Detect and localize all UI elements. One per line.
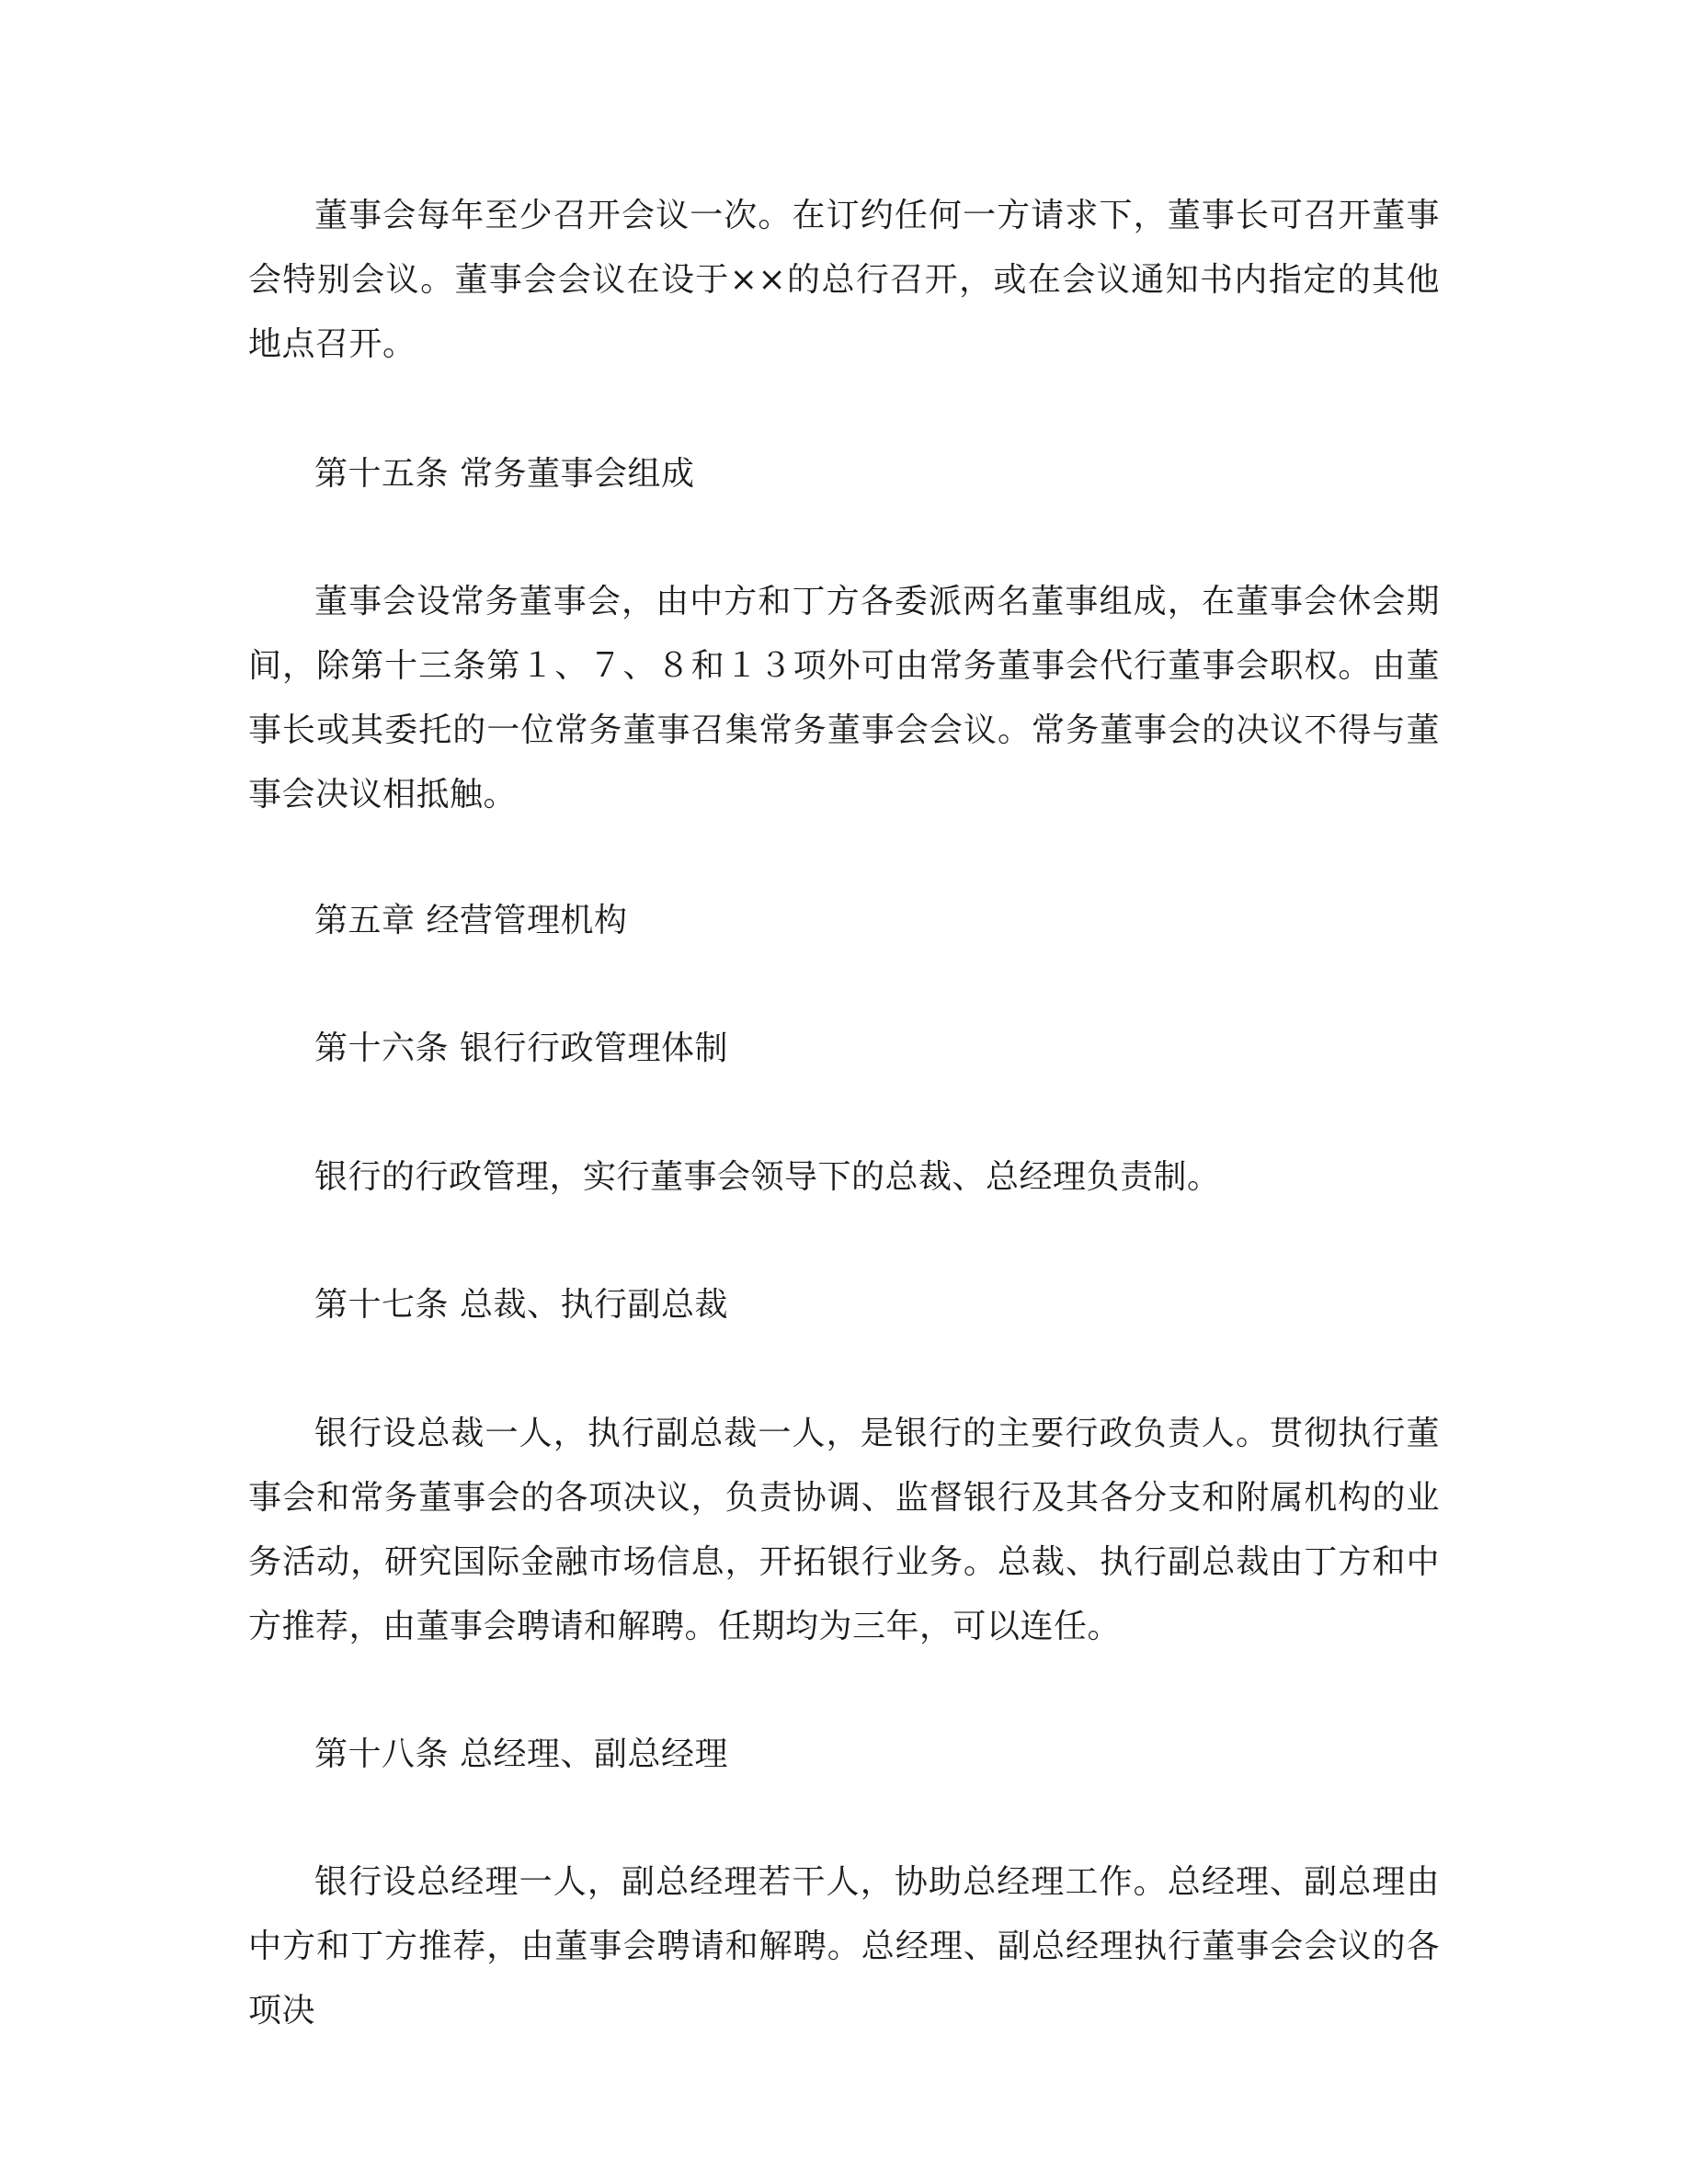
paragraph-admin-system: 银行的行政管理，实行董事会领导下的总裁、总经理负责制。 — [314, 1158, 1221, 1196]
paragraph-president: 银行设总裁一人，执行副总裁一人，是银行的主要行政负责人。贯彻执行董事会和常务董事会的各项决议，负责协调、监督银行及其各分支和附属机构的业务活动，研究国际金融市场信息，开拓银行业务。总裁、执行副总裁由丁方和中方推荐，由董事会聘请和解聘。任期均为三年，可以连任。 — [248, 1415, 1440, 1645]
article-16-heading: 第十六条 银行行政管理体制 — [314, 1029, 728, 1067]
paragraph-board-meetings: 董事会每年至少召开会议一次。在订约任何一方请求下，董事长可召开董事会特别会议。董事会会议在设于××的总行召开，或在会议通知书内指定的其他地点召开。 — [248, 197, 1440, 363]
article-15-heading: 第十五条 常务董事会组成 — [314, 455, 695, 493]
article-17-heading: 第十七条 总裁、执行副总裁 — [314, 1286, 728, 1324]
chapter-5-heading: 第五章 经营管理机构 — [314, 902, 628, 939]
article-18-heading: 第十八条 总经理、副总经理 — [314, 1735, 728, 1773]
paragraph-standing-board: 董事会设常务董事会，由中方和丁方各委派两名董事组成，在董事会休会期间，除第十三条第１、７、８和１３项外可由常务董事会代行董事会职权。由董事长或其委托的一位常务董事召集常务董事会会议。常务董事会的决议不得与董事会决议相抵触。 — [248, 583, 1440, 813]
paragraph-general-manager: 银行设总经理一人，副总经理若干人，协助总经理工作。总经理、副总理由中方和丁方推荐，由董事会聘请和解聘。总经理、副总经理执行董事会会议的各项决 — [248, 1863, 1440, 2030]
